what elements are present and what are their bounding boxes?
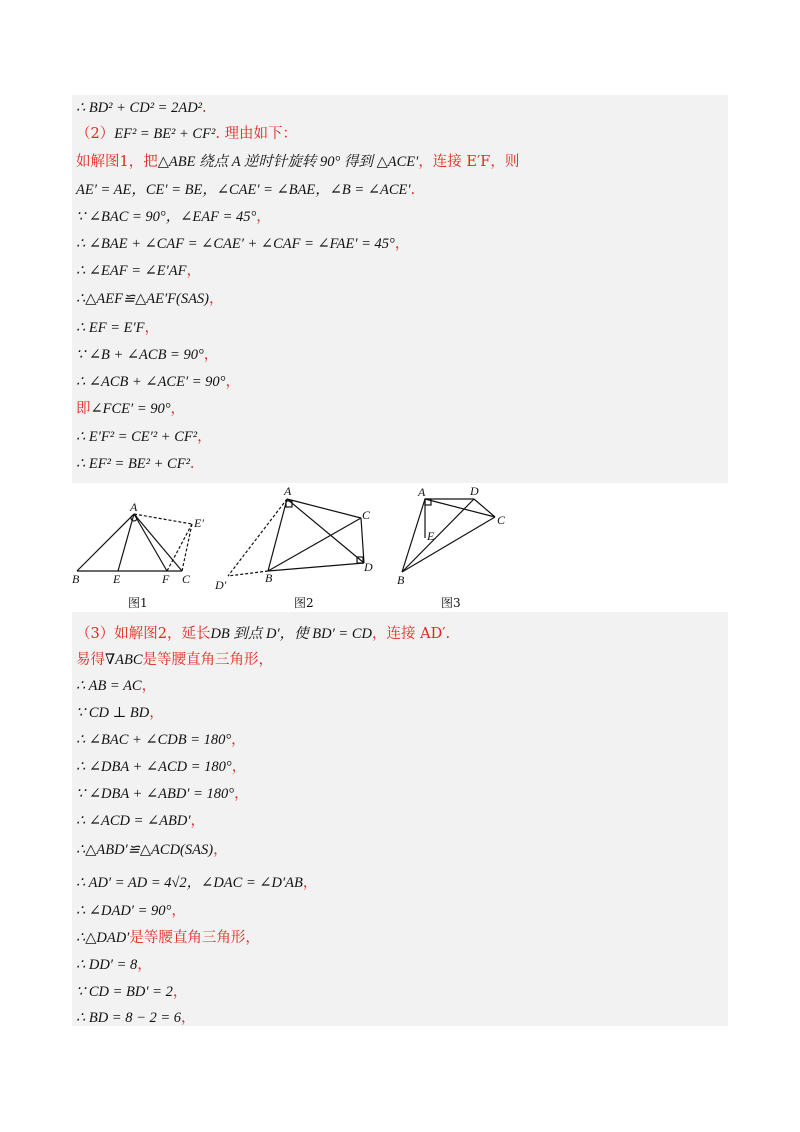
solution-line: AE′ = AE，CE′ = BE，∠CAE′ = ∠BAE，∠B = ∠ACE′. [76,182,416,198]
fig3-label-e: E [427,529,435,543]
solution-line: ∴ ∠BAC + ∠CDB = 180°， [76,732,246,748]
solution-line: ∴ ∠ACD = ∠ABD′， [76,813,206,829]
fig2-segment-bd [268,563,364,571]
fig3-caption: 图3 [441,596,461,610]
solution-line: 即∠FCE′ = 90°， [76,401,186,417]
solution-line: （3）如解图2，延长DB 到点 D′，使 BD′ = CD，连接 AD′. [76,626,451,642]
solution-line: （2）EF² = BE² + CF². 理由如下： [76,126,298,142]
fig2-dashed-ad-prime [228,499,287,576]
fig2-label-b: B [265,571,273,585]
fig1-dashed-ce-prime [182,524,192,571]
fig2-label-c: C [362,508,371,522]
fig1-segment-af [134,514,167,571]
solution-line: ∵ CD ⊥ BD， [76,705,164,721]
fig1-label-b: B [72,572,80,586]
solution-line: ∴ AD′ = AD = 4√2，∠DAC = ∠D′AB， [76,875,318,891]
fig1-dashed-ae-prime [134,514,192,524]
solution-line: ∵ ∠BAC = 90°，∠EAF = 45°， [76,209,271,225]
geometry-figures [72,483,508,612]
fig3-label-a: A [418,485,426,499]
fig1-label-e-prime: E′ [194,516,204,530]
solution-line: ∴ EF = E′F， [76,320,159,336]
fig1-label-e: E [113,572,121,586]
fig2-segment-cd [361,518,364,563]
solution-line: ∴ BD² + CD² = 2AD². [76,100,207,116]
solution-line: ∴ ∠EAF = ∠E′AF， [76,263,201,279]
fig2-label-a: A [284,484,292,498]
solution-line: ∴△AEF≌△AE′F(SAS)， [76,291,224,307]
fig1-segment-ac [134,514,182,571]
fig2-segment-bc [268,518,361,571]
solution-line: ∵ ∠DBA + ∠ABD′ = 180°， [76,786,249,802]
figure-3 [402,499,495,572]
fig1-dashed-fe-prime [167,524,192,571]
solution-line: 如解图1，把△ABE 绕点 A 逆时针旋转 90° 得到 △ACE′，连接 E′F，则 [76,154,520,170]
solution-line: ∴ ∠DBA + ∠ACD = 180°， [76,759,247,775]
fig3-label-d: D [470,484,479,498]
solution-line: ∴ ∠ACB + ∠ACE′ = 90°， [76,374,240,390]
figure-1 [77,514,192,571]
solution-line: ∵ ∠B + ∠ACB = 90°， [76,347,219,363]
solution-line: ∴ BD = 8 − 2 = 6， [76,1010,196,1026]
solution-line: ∴ AB = AC， [76,678,157,694]
fig1-caption: 图1 [128,596,148,610]
fig2-caption: 图2 [294,596,314,610]
solution-line: ∵ CD = BD′ = 2， [76,984,188,1000]
fig2-segment-ab [268,499,287,571]
fig2-label-d-prime: D′ [215,578,227,592]
figure-2 [228,499,364,576]
fig2-dashed-bd-prime [228,571,268,576]
solution-line: ∴△DAD′是等腰直角三角形， [76,930,260,946]
fig3-label-c: C [497,513,506,527]
fig1-label-a: A [130,500,138,514]
solution-line: ∴ E′F² = CE′² + CF²， [76,429,212,445]
solution-line: ∴ EF² = BE² + CF². [76,456,195,472]
fig1-label-c: C [182,572,191,586]
fig3-label-b: B [397,573,405,587]
solution-line: ∴ ∠BAE + ∠CAF = ∠CAE′ + ∠CAF = ∠FAE′ = 45°， [76,236,410,252]
solution-line: ∴ DD′ = 8， [76,957,152,973]
fig2-label-d: D [364,560,373,574]
fig1-label-f: F [162,572,170,586]
solution-line: ∴△ABD′≌△ACD(SAS)， [76,842,228,858]
solution-line: ∴ ∠DAD′ = 90°， [76,903,186,919]
figures-panel [72,483,508,612]
solution-line: 易得∇ABC是等腰直角三角形， [76,652,274,668]
